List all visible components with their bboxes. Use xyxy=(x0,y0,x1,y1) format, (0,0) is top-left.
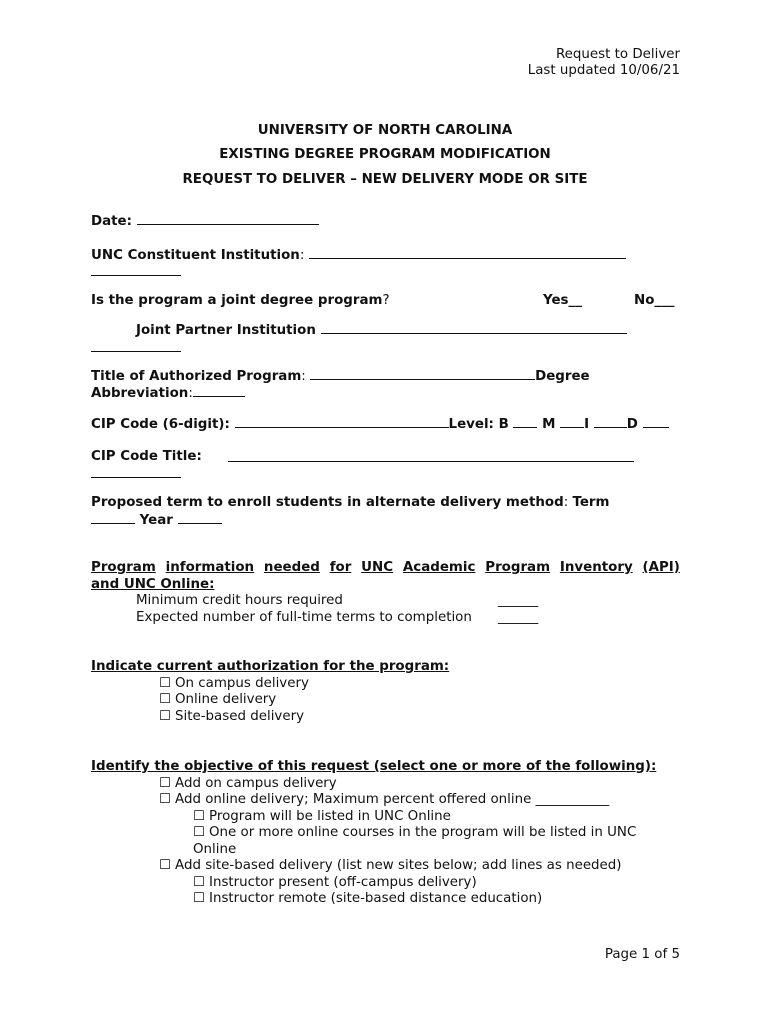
joint-no-option[interactable]: No___ xyxy=(634,293,675,308)
term-line xyxy=(91,511,135,524)
program-title-field[interactable] xyxy=(91,367,590,385)
checkbox-icon[interactable]: ☐ xyxy=(193,825,206,840)
api-heading-word: Program xyxy=(485,560,551,575)
title-modification: EXISTING DEGREE PROGRAM MODIFICATION xyxy=(219,147,551,162)
abbreviation-line xyxy=(193,384,245,397)
program-title-line xyxy=(310,367,535,380)
joint-partner-label: Joint Partner Institution xyxy=(136,323,316,338)
header-block xyxy=(528,47,680,79)
date-line xyxy=(137,212,319,225)
objective-heading: Identify the objective of this request (select one or more of the following): xyxy=(91,759,657,774)
joint-question-text: Is the program a joint degree program xyxy=(91,293,383,308)
joint-yes-option[interactable]: Yes__ xyxy=(543,293,582,308)
objective-option-label: Instructor remote (site-based distance education) xyxy=(209,891,543,906)
level-b-label: Level: B xyxy=(448,417,509,432)
auth-option-label: Site-based delivery xyxy=(175,709,305,724)
checkbox-icon[interactable]: ☐ xyxy=(159,858,172,873)
date-label: Date: xyxy=(91,214,132,229)
api-heading-word: Academic xyxy=(402,560,476,575)
proposed-term-label: Proposed term to enroll students in alternate delivery method xyxy=(91,495,564,510)
min-credit-hours-blank[interactable]: ______ xyxy=(498,593,539,608)
objective-option-label: Add site-based delivery (list new sites below; add lines as needed) xyxy=(175,858,622,873)
level-i-label: I xyxy=(584,417,590,432)
institution-field[interactable] xyxy=(91,246,626,264)
api-heading-word: needed xyxy=(263,560,320,575)
institution-colon: : xyxy=(299,248,305,263)
level-m-line xyxy=(560,415,584,428)
year-field[interactable] xyxy=(91,511,222,529)
year-label: Year xyxy=(139,513,173,528)
abbreviation-field[interactable] xyxy=(91,384,245,402)
objective-online-courses-cont: Online xyxy=(193,842,237,857)
api-heading-word: information xyxy=(165,560,255,575)
objective-option-label: Program will be listed in UNC Online xyxy=(209,809,451,824)
cip-code-field[interactable] xyxy=(91,415,669,433)
objective-add-site-based[interactable] xyxy=(159,857,622,874)
objective-option-label: One or more online courses in the program will be listed in UNC xyxy=(209,825,637,840)
terms-to-completion-blank[interactable]: ______ xyxy=(498,610,539,625)
joint-degree-question xyxy=(91,292,390,309)
level-b-line xyxy=(513,415,537,428)
joint-partner-line-cont xyxy=(91,351,181,352)
proposed-term-colon: : xyxy=(563,495,569,510)
cip-title-field[interactable] xyxy=(91,448,202,465)
objective-option-label: Add online delivery; Maximum percent offered online ___________ xyxy=(175,792,610,807)
objective-instructor-present[interactable] xyxy=(193,874,477,891)
terms-to-completion-label: Expected number of full-time terms to completion xyxy=(136,610,472,625)
api-heading-word: Program xyxy=(91,560,156,575)
objective-online-program-listed[interactable] xyxy=(193,808,451,825)
level-m-label: M xyxy=(542,417,556,432)
date-field[interactable] xyxy=(91,212,319,230)
cip-code-label: CIP Code (6-digit): xyxy=(91,417,230,432)
page-number: Page 1 of 5 xyxy=(604,947,680,962)
cip-title-label: CIP Code Title: xyxy=(91,449,202,464)
institution-line xyxy=(309,246,626,259)
authorization-heading: Indicate current authorization for the program: xyxy=(91,659,450,674)
auth-option-on-campus[interactable] xyxy=(159,675,309,692)
cip-code-line xyxy=(235,415,449,428)
joint-partner-field[interactable] xyxy=(136,321,627,339)
institution-line-cont xyxy=(91,275,181,276)
api-heading-word: UNC xyxy=(361,560,394,575)
term-label: Term xyxy=(572,495,610,510)
api-heading-word: Inventory xyxy=(559,560,633,575)
min-credit-hours-label: Minimum credit hours required xyxy=(136,593,343,608)
checkbox-icon[interactable]: ☐ xyxy=(159,792,172,807)
program-title-colon: : xyxy=(301,369,306,384)
checkbox-icon[interactable]: ☐ xyxy=(193,891,206,906)
api-heading-word: for xyxy=(329,560,352,575)
joint-question-mark: ? xyxy=(382,293,390,308)
level-d-label: D xyxy=(626,417,638,432)
checkbox-icon[interactable]: ☐ xyxy=(159,692,172,707)
objective-add-online[interactable] xyxy=(159,791,609,808)
checkbox-icon[interactable]: ☐ xyxy=(193,809,206,824)
abbreviation-label: Abbreviation xyxy=(91,386,189,401)
auth-option-site-based[interactable] xyxy=(159,708,304,725)
proposed-term-field[interactable] xyxy=(91,494,609,511)
cip-title-line-cont xyxy=(91,477,181,478)
title-university: UNIVERSITY OF NORTH CAROLINA xyxy=(257,123,513,138)
title-request: REQUEST TO DELIVER – NEW DELIVERY MODE OR SITE xyxy=(182,172,588,187)
program-title-label: Title of Authorized Program xyxy=(91,369,302,384)
objective-option-label: Add on campus delivery xyxy=(175,776,337,791)
abbreviation-colon: : xyxy=(188,386,193,401)
objective-add-on-campus[interactable] xyxy=(159,775,337,792)
doc-name: Request to Deliver xyxy=(555,47,680,62)
institution-label: UNC Constituent Institution xyxy=(91,248,300,263)
level-d-line xyxy=(643,415,669,428)
checkbox-icon[interactable]: ☐ xyxy=(159,676,172,691)
auth-option-label: Online delivery xyxy=(175,692,277,707)
degree-label: Degree xyxy=(535,369,590,384)
year-line xyxy=(178,511,222,524)
api-heading-line1 xyxy=(91,559,680,576)
auth-option-online[interactable] xyxy=(159,691,276,708)
checkbox-icon[interactable]: ☐ xyxy=(159,709,172,724)
objective-option-label: Instructor present (off-campus delivery) xyxy=(209,875,477,890)
api-heading-word: (API) xyxy=(642,560,680,575)
checkbox-icon[interactable]: ☐ xyxy=(193,875,206,890)
objective-online-courses-listed[interactable] xyxy=(193,824,636,841)
api-heading-line2: and UNC Online: xyxy=(91,577,215,592)
objective-instructor-remote[interactable] xyxy=(193,890,542,907)
level-i-line xyxy=(594,415,627,428)
joint-partner-line xyxy=(321,321,627,334)
last-updated: Last updated 10/06/21 xyxy=(527,63,680,78)
cip-title-line xyxy=(228,461,634,462)
checkbox-icon[interactable]: ☐ xyxy=(159,776,172,791)
auth-option-label: On campus delivery xyxy=(175,676,309,691)
